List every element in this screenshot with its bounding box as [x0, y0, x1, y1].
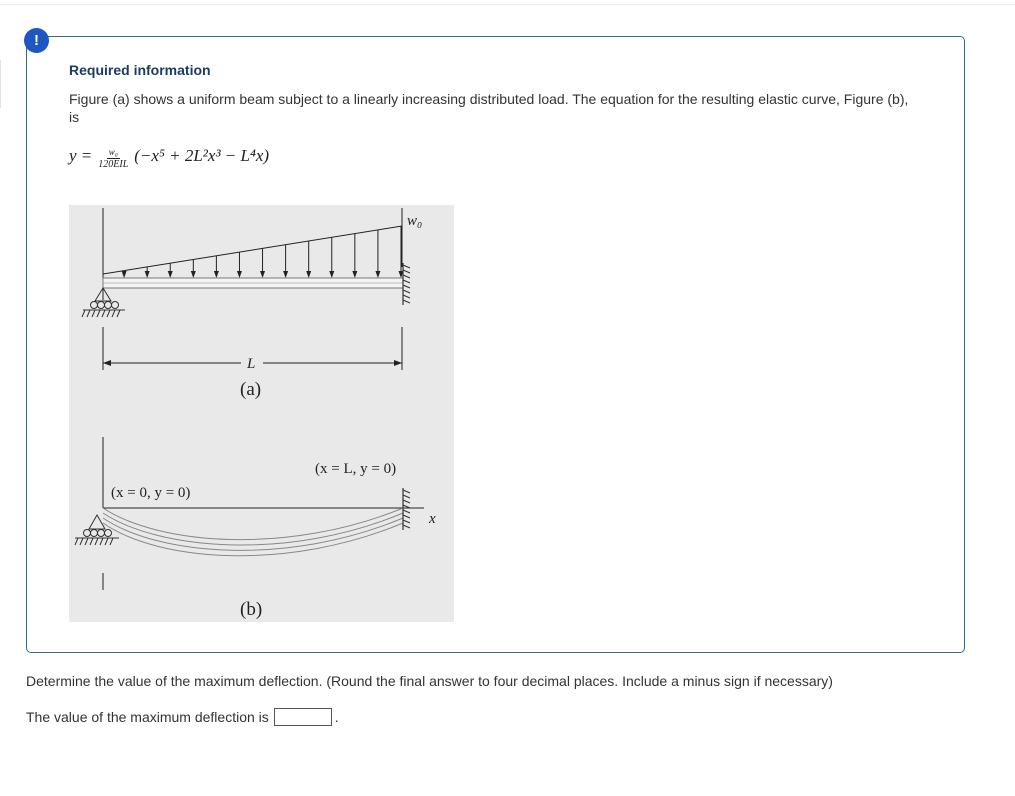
fraction-denominator: 120EIL	[98, 158, 129, 170]
top-rule	[0, 4, 1015, 5]
figure-a	[82, 208, 422, 400]
answer-suffix: .	[334, 709, 339, 725]
load-intensity-label: w₀	[407, 213, 423, 229]
load-arrow-head	[168, 271, 173, 278]
load-arrow-head	[260, 271, 265, 278]
load-arrow-head	[214, 271, 219, 278]
left-edge-marker	[0, 60, 1, 108]
answer-row	[26, 708, 339, 726]
required-information-box	[26, 36, 965, 653]
load-arrow-head	[237, 271, 242, 278]
beam-figure	[69, 205, 454, 622]
beam-diagram	[69, 205, 454, 622]
load-arrow-head	[283, 271, 288, 278]
caption-b: (b)	[240, 599, 263, 620]
load-arrow-head	[191, 271, 196, 278]
load-arrow-head	[352, 271, 357, 278]
caption-a: (a)	[240, 379, 262, 400]
fixed-wall-a	[403, 263, 410, 305]
load-arrow-head	[145, 271, 150, 278]
equation-fraction	[96, 147, 130, 170]
load-arrow-head	[122, 271, 127, 278]
fixed-wall-b	[403, 488, 410, 530]
load-arrow-head	[375, 271, 380, 278]
load-arrow-head	[306, 271, 311, 278]
alert-icon: !	[24, 28, 49, 53]
equation-rhs: (−x⁵ + 2L²x³ − L⁴x)	[134, 146, 270, 165]
fraction-numerator: w₀	[108, 146, 118, 157]
distributed-load-arrows	[122, 226, 404, 278]
roller-support-b	[75, 515, 119, 545]
max-deflection-input[interactable]	[274, 708, 332, 726]
answer-prompt: The value of the maximum deflection is	[26, 709, 269, 725]
figure-b	[75, 437, 436, 620]
problem-description: Figure (a) shows a uniform beam subject to a linearly increasing distributed load. The equation for the resulting elastic curve, Figure (b), is	[69, 91, 909, 125]
load-arrow-head	[329, 271, 334, 278]
right-boundary-condition: (x = L, y = 0)	[315, 461, 397, 477]
length-label: L	[247, 356, 256, 372]
question-text: Determine the value of the maximum deflection. (Round the final answer to four decimal places. Include a minus sign if necessary)	[26, 673, 833, 689]
left-boundary-condition: (x = 0, y = 0)	[111, 485, 191, 501]
equation-lhs: y =	[69, 146, 93, 165]
required-information-heading: Required information	[69, 62, 211, 78]
elastic-curve-equation	[69, 141, 269, 171]
x-axis-label: x	[429, 511, 436, 527]
